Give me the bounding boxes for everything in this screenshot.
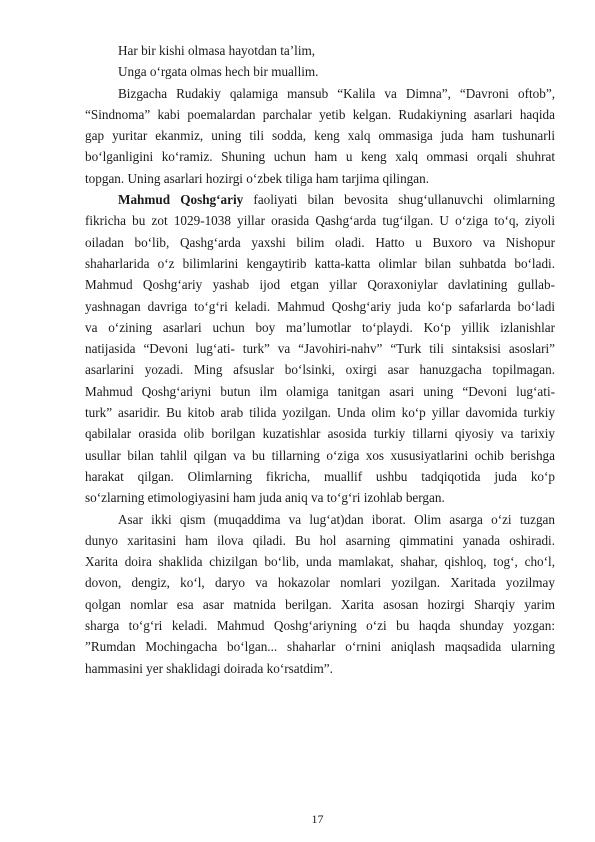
text-line: Mahmud Qoshg‘ariy yashab ijod etgan yillar Qoraxoniylar davlatining gullab- [85,277,555,293]
text-line-rest: faoliyati bilan bevosita shug‘ullanuvchi olimlarning [243,192,555,208]
text-line: bo‘lganligini ko‘ramiz. Shuning uchun ham u keng xalq ommasi orqali shuhrat [85,149,555,165]
text-line: Mahmud Qoshg‘ariyni butun ilm olamiga tanitgan asari uning “Devoni lug‘ati- [85,383,555,399]
text-line: so‘zlarning etimologiyasini ham juda aniq va to‘g‘ri izohlab bergan. [85,490,445,506]
text-line: usullar bilan tahlil qilgan va bu tillarning o‘ziga xos xususiyatlarini ochib berishga [85,447,555,463]
text-line: “Sindnoma” kabi poemalardan parchalar yetib kelgan. Rudakiyning asarlari haqida [85,106,555,122]
paragraph-rudakiy [85,83,555,189]
page-number: 17 [311,812,324,826]
text-line: harakat qilgan. Olimlarning fikricha, muallif ushbu tadqiqotida juda ko‘p [85,468,555,484]
paragraph-asar-tuzilishi [85,509,555,679]
text-line: natijasida “Devoni lug‘ati- turk” va “Javohiri-nahv” “Turk tili sintaksisi asoslari” [85,341,555,357]
paragraph-mahmud-qoshgariy [85,189,555,508]
text-line: ”Rumdan Mochingacha bo‘lgan... shaharlar o‘rnini aniqlash maqsadida ularning [85,639,555,655]
text-line: va o‘zining asarlari uchun boy ma’lumotlar to‘playdi. Ko‘p yillik izlanishlar [85,319,555,335]
text-line [118,189,555,210]
text-line: oiladan bo‘lib, Qashg‘arda yaxshi bilim oladi. Hatto u Buxoro va Nishopur [85,234,555,250]
text-line: hammasini yer shaklidagi doirada ko‘rsatdim”. [85,660,333,676]
text-line: asarlarini yozadi. Ming afsuslar bo‘lsinki, oxirgi asar hanuzgacha topilmagan. [85,362,555,378]
page-body [85,40,555,679]
bold-name: Mahmud Qoshg‘ariy [118,192,244,208]
text-line: turk” asaridir. Bu kitob arab tilida yozilgan. Unda olim ko‘p yillar davomida turkiy [85,405,555,421]
verse-line-2: Unga o‘rgata olmas hech bir muallim. [118,64,319,80]
text-line: gap yuritar ekanmiz, uning tili sodda, keng xalq ommasiga juda ham tushunarli [85,128,555,144]
text-line: qolgan nomlar esa asar matnida berilgan. Xarita asosan hozirgi Sharqiy yarim [85,596,555,612]
text-line: Xarita doira shaklida chizilgan bo‘lib, unda mamlakat, shahar, qishloq, tog‘, cho‘l, [85,554,555,570]
text-line: Bizgacha Rudakiy qalamiga mansub “Kalila va Dimna”, “Davroni oftob”, [118,85,555,101]
text-line: yashnagan davriga to‘g‘ri keladi. Mahmud Qoshg‘ariy juda ko‘p safarlarda bo‘ladi [85,298,555,314]
text-line: qabilalar orasida olib borilgan kuzatishlar asosida turkiy tillarni qiyosiy va tarixiy [85,426,555,442]
text-line: topgan. Uning asarlari hozirgi o‘zbek tiliga ham tarjima qilingan. [85,170,430,186]
text-line: Asar ikki qism (muqaddima va lug‘at)dan iborat. Olim asarga o‘zi tuzgan [118,511,555,527]
text-line: sharga to‘g‘ri keladi. Mahmud Qoshg‘ariyning o‘zi bu haqda shunday yozgan: [85,618,555,634]
text-line: fikricha bu zot 1029-1038 yillar orasida Qashg‘arda tug‘ilgan. U o‘ziga to‘q, ziyoli [85,213,555,229]
verse-line-1: Har bir kishi olmasa hayotdan ta’lim, [118,43,316,58]
text-line: shaharlarida o‘z bilimlarini kengaytirib katta-katta olimlar bilan suhbatda bo‘ladi. [85,255,555,271]
text-line: dunyo xaritasini ham ilova qiladi. Bu hol asarning qimmatini yanada oshiradi. [85,532,555,548]
text-line: dovon, dengiz, ko‘l, daryo va hokazolar nomlari yozilgan. Xaritada yozilmay [85,575,555,591]
